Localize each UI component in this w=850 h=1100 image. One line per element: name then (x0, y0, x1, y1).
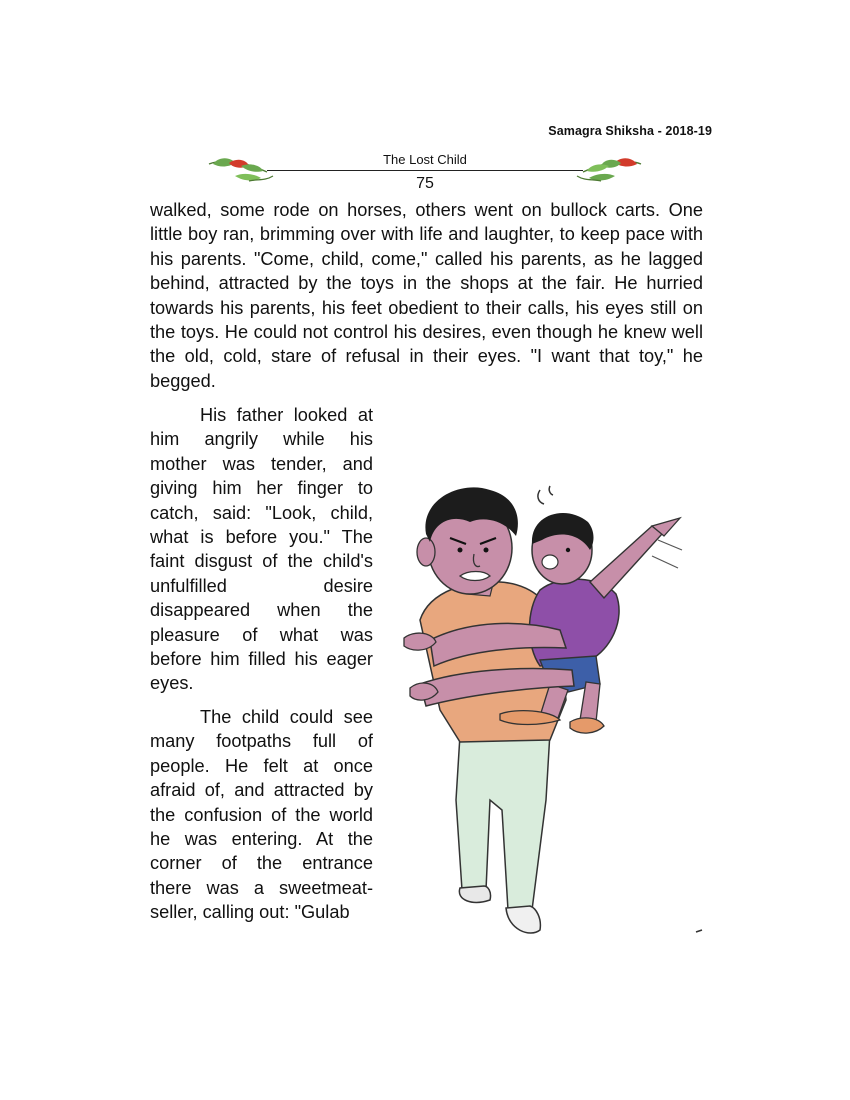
paragraph-1: walked, some rode on horses, others went on bullock carts. One little boy ran, brimming over with life and laughter, to keep pace with his parents. "Come, child, come," called his parents, as he lagged behind, attracted by the toys in the shops at the fair. He hurried towards his parents, his feet obedient to their calls, his eyes still on the toys. He could not control his desires, even though he knew well the old, cold, stare of refusal in their eyes. "I want that toy," he begged. (150, 200, 703, 391)
leaf-ornament-icon (570, 154, 645, 188)
chapter-header (205, 148, 645, 198)
chapter-title: The Lost Child (383, 152, 467, 167)
page-number: 75 (416, 175, 434, 192)
watermark-text: Samagra Shiksha - 2018-19 (548, 124, 712, 138)
paragraph-3: The child could see many footpaths full of people. He felt at once afraid of, and attracted by the confusion of the world he was entering. At the corner of the entrance there was a sweetmeat-seller, calling out: "Gulab (150, 706, 373, 923)
paragraph-2: His father looked at him angrily while his mother was tender, and giving him her finger to catch, said: "Look, child, what is before you." The faint disgust of the child's unfulfilled desire disappeared when the pleasure of what was before him filled his eager eyes. (150, 405, 373, 694)
header-rule (267, 170, 583, 171)
narrow-text-column (150, 403, 373, 934)
father-carrying-child-illustration (390, 470, 710, 950)
